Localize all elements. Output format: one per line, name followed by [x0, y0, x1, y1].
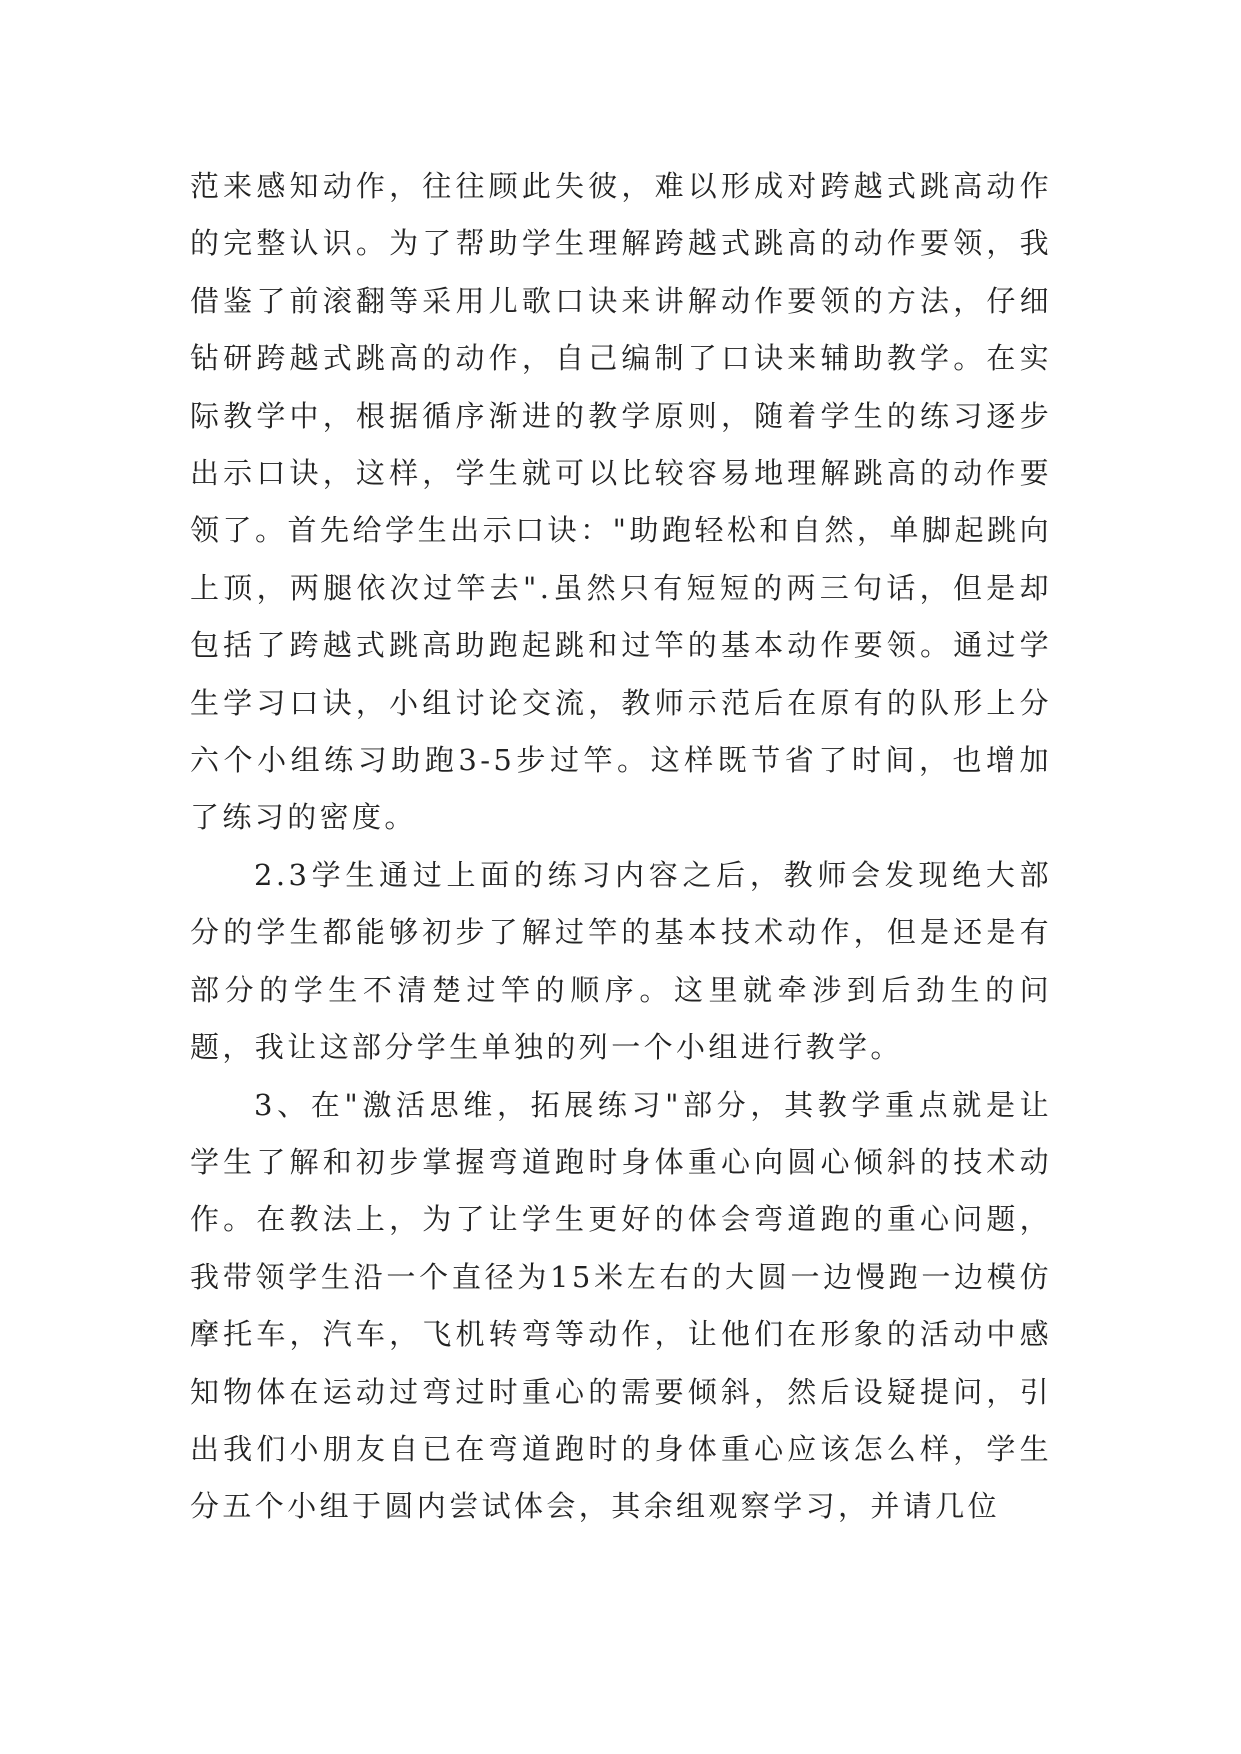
paragraph-1: 范来感知动作，往往顾此失彼，难以形成对跨越式跳高动作的完整认识。为了帮助学生理解跨越式跳高的动作要领，我借鉴了前滚翻等采用儿歌口诀来讲解动作要领的方法，仔细钻研跨越式跳高的动作，自己编制了口诀来辅助教学。在实际教学中，根据循序渐进的教学原则，随着学生的练习逐步出示口诀，这样，学生就可以比较容易地理解跳高的动作要领了。首先给学生出示口诀："助跑轻松和自然，单脚起跳向上顶，两腿依次过竿去".虽然只有短短的两三句话，但是却包括了跨越式跳高助跑起跳和过竿的基本动作要领。通过学生学习口诀，小组讨论交流，教师示范后在原有的队形上分六个小组练习助跑3-5步过竿。这样既节省了时间，也增加了练习的密度。 — [190, 169, 1052, 835]
body-text — [190, 158, 1052, 1536]
paragraph-2: 2.3学生通过上面的练习内容之后，教师会发现绝大部分的学生都能够初步了解过竿的基本技术动作，但是还是有部分的学生不清楚过竿的顺序。这里就牵涉到后劲生的问题，我让这部分学生单独的列一个小组进行教学。 — [190, 857, 1052, 1065]
paragraph-3: 3、在"激活思维，拓展练习"部分，其教学重点就是让学生了解和初步掌握弯道跑时身体重心向圆心倾斜的技术动作。在教法上，为了让学生更好的体会弯道跑的重心问题，我带领学生沿一个直径为15米左右的大圆一边慢跑一边模仿摩托车，汽车，飞机转弯等动作，让他们在形象的活动中感知物体在运动过弯过时重心的需要倾斜，然后设疑提问，引出我们小朋友自已在弯道跑时的身体重心应该怎么样，学生分五个小组于圆内尝试体会，其余组观察学习，并请几位 — [190, 1087, 1052, 1524]
